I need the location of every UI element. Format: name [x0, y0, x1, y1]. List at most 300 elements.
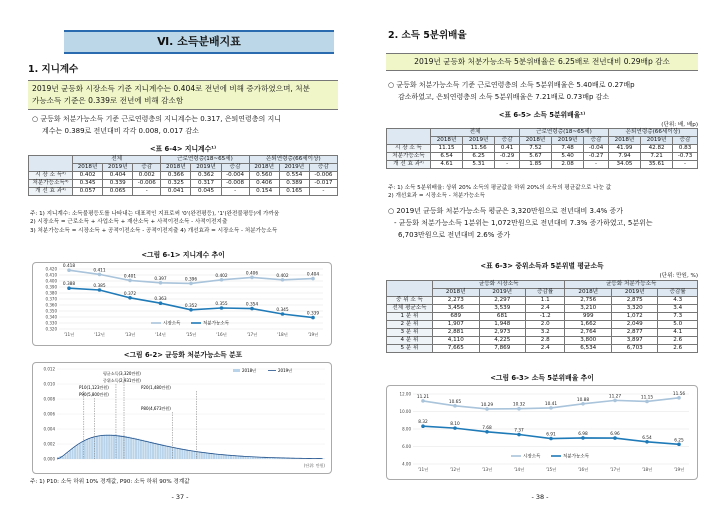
table-cell: 0.065	[103, 187, 133, 195]
gini-summary-box	[28, 80, 338, 110]
x-tick-label: '15년	[185, 332, 197, 337]
x-axis-unit: (단위: 만원)	[303, 463, 325, 468]
table-cell: 2,049	[611, 320, 658, 328]
y-tick-label: 0.000	[43, 456, 55, 462]
chart-6-2-caption: <그림 6-2> 균등화 처분가능소득 분포	[123, 351, 243, 359]
table-cell: 1,072	[611, 312, 658, 320]
y-tick-label: 12.00	[399, 391, 411, 397]
data-label: 6.96	[610, 432, 620, 438]
histogram-bar	[130, 437, 132, 459]
table-cell: 7.21	[641, 152, 673, 160]
histogram-bar	[142, 440, 144, 459]
para-line: ○ 2019년 균등화 처분가능소득 평균은 3,320만원으로 전년대비 3.4% 증가	[388, 207, 624, 215]
col-header: 은퇴연령층(66세이상)	[249, 156, 337, 164]
data-label: 6.98	[578, 431, 588, 437]
income-distribution-svg	[33, 363, 331, 473]
data-label: 0.385	[93, 284, 106, 289]
data-label: 8.10	[450, 422, 460, 428]
table-cell: -0.006	[309, 171, 337, 179]
table-row	[387, 144, 698, 152]
x-tick-label: '14년	[513, 467, 525, 472]
table-6-4-caption: <표 6-4> 지니계수¹⁾	[149, 145, 217, 153]
table-cell: 3,210	[565, 304, 612, 312]
histogram-bar	[157, 443, 159, 459]
annotation-label: 평균소득(3,320만원)	[103, 371, 141, 376]
row-label: 4 분 위	[387, 336, 433, 344]
table-cell: 3,897	[611, 336, 658, 344]
table-cell: 0.560	[249, 171, 279, 179]
y-tick-label: 0.004	[43, 426, 55, 432]
quintile-paragraph	[388, 80, 698, 104]
table-cell: 1,948	[479, 320, 526, 328]
histogram-bar	[159, 444, 161, 459]
table-cell: -1.2	[526, 312, 565, 320]
sub-header: 2018년	[73, 163, 103, 171]
histogram-bar	[62, 457, 64, 459]
table-cell: 2,764	[565, 328, 612, 336]
x-tick-label: '18년	[277, 332, 288, 337]
y-tick-label: 0.002	[43, 441, 55, 447]
data-label: 11.27	[608, 394, 622, 400]
sub-header: 2018년	[161, 163, 191, 171]
table-cell: 0.045	[191, 187, 221, 195]
table-cell: -	[495, 160, 520, 168]
annotation-label: P90(5,800만원)	[79, 392, 109, 397]
histogram-bar	[172, 447, 174, 459]
sub-header: 2019년	[279, 163, 309, 171]
sub-header: 증감	[584, 136, 609, 144]
table-cell: -0.04	[584, 144, 609, 152]
table-row	[387, 328, 698, 336]
table-cell: 34.05	[608, 160, 640, 168]
y-tick-label: 0.360	[45, 302, 57, 308]
y-tick-label: 0.320	[45, 326, 57, 332]
table-cell: 4,110	[433, 336, 480, 344]
sub-header: 2018년	[431, 136, 463, 144]
sub-header: 2019년	[191, 163, 221, 171]
page-number-right: - 38 -	[531, 493, 549, 501]
note-line: 3) 처분가능소득 = 시장소득 + 공적이전소득 - 공적이전지출 4) 개선효과 = 시장소득 - 처분가능소득	[30, 227, 278, 234]
sub-header: 2019년	[611, 288, 658, 296]
data-label: 0.397	[154, 276, 167, 282]
data-label: 10.32	[512, 402, 526, 408]
note-line: 2) 시장소득 = 근로소득 + 사업소득 + 재산소득 + 사적이전소득 - 사적이전지출	[30, 219, 228, 226]
annotation-label: P10(1,123만원)	[79, 385, 109, 390]
table-row	[387, 336, 698, 344]
histogram-bar	[147, 441, 149, 459]
y-tick-label: 4.00	[402, 461, 411, 467]
histogram-bar	[128, 437, 130, 459]
data-label: 11.56	[672, 391, 686, 397]
histogram-bar	[101, 435, 103, 459]
table-cell: 0.154	[249, 187, 279, 195]
table-cell: 0.404	[103, 171, 133, 179]
y-tick-label: 0.410	[45, 272, 57, 278]
data-label: 0.402	[276, 273, 289, 279]
table-6-5-caption: <표 6-5> 소득 5분위배율¹⁾	[498, 111, 586, 119]
row-label: 처분가능소득³⁾	[29, 179, 73, 187]
histogram-bar	[174, 447, 176, 459]
para-line: ○ 균등화 처분가능소득 기준 근로연령층의 소득 5분위배율은 5.40배로 0.27배p	[388, 81, 635, 89]
table-row	[29, 171, 338, 179]
y-tick-label: 0.340	[45, 314, 57, 320]
data-label: 10.41	[544, 401, 558, 407]
table-cell: 6,703	[611, 344, 658, 352]
y-tick-label: 0.390	[45, 284, 57, 290]
x-tick-label: '12년	[449, 467, 461, 472]
table-cell: -	[584, 160, 609, 168]
data-label: 0.411	[93, 268, 106, 274]
table-cell: -0.73	[673, 152, 698, 160]
table-cell: 11.56	[463, 144, 495, 152]
table-cell: 42.82	[641, 144, 673, 152]
para-line: 6,703만원으로 전년대비 2.6% 증가	[398, 230, 511, 239]
table-cell: 2.6	[658, 344, 698, 352]
sub-header: 증감	[495, 136, 520, 144]
histogram-bar	[98, 435, 100, 459]
data-label: 11.15	[640, 395, 654, 401]
histogram-bar	[81, 442, 83, 459]
table-cell: -0.29	[495, 152, 520, 160]
histogram-bar	[162, 445, 164, 459]
table-cell: 4.1	[658, 328, 698, 336]
table-cell: 0.389	[279, 179, 309, 187]
table-cell: 0.554	[279, 171, 309, 179]
histogram-bar	[89, 438, 91, 459]
x-tick-label: '19년	[673, 467, 685, 472]
histogram-bar	[106, 434, 108, 459]
right-page	[360, 0, 720, 508]
y-tick-label: 0.400	[45, 278, 57, 284]
data-label: 0.372	[123, 291, 137, 297]
histogram-bar	[152, 442, 154, 459]
y-tick-label: 8.00	[402, 426, 411, 432]
histogram-bar	[213, 454, 215, 459]
table-cell: 3.4	[658, 304, 698, 312]
section-title-gini: 1. 지니계수	[28, 64, 79, 75]
chart-6-1-caption: <그림 6-1> 지니계수 추이	[141, 251, 225, 259]
annotation-label: P20(1,480만원)	[141, 385, 171, 390]
para-line: 계수는 0.389로 전년대비 각각 0.008, 0.017 감소	[42, 126, 199, 135]
table-cell: 5.67	[519, 152, 551, 160]
table-cell: 4.61	[431, 160, 463, 168]
table-cell: -	[673, 160, 698, 168]
sub-header: 증감	[673, 136, 698, 144]
row-label: 1 분 위	[387, 312, 433, 320]
histogram-bar	[208, 453, 210, 459]
table-row	[387, 160, 698, 168]
table-cell: -	[309, 187, 337, 195]
table-cell: 1,662	[565, 320, 612, 328]
quintile-trend-chart	[386, 385, 698, 480]
table-cell: 2.0	[526, 320, 565, 328]
para-line: 감소하였고, 은퇴연령층의 소득 5분위배율은 7.21배로 0.73배p 감소	[398, 92, 610, 101]
table-cell: 7.94	[608, 152, 640, 160]
x-tick-label: '17년	[609, 467, 621, 472]
table-row	[387, 312, 698, 320]
data-label: 0.345	[276, 308, 289, 313]
table-cell: 7,869	[479, 344, 526, 352]
annotation-label: 중위소득(2,931만원)	[103, 378, 141, 383]
y-tick-label: 0.008	[43, 396, 55, 402]
legend-disposable: 처분가능소득	[563, 454, 590, 460]
data-label: 0.406	[245, 271, 259, 277]
histogram-bar	[164, 445, 166, 459]
table-6-3-unit: (단위: 만원, %)	[659, 273, 698, 279]
table-row	[387, 304, 698, 312]
table-row	[387, 296, 698, 304]
data-label: 0.404	[306, 272, 320, 278]
data-label: 0.388	[62, 282, 76, 288]
sub-header: 2018년	[608, 136, 640, 144]
x-tick-label: '15년	[545, 467, 557, 472]
sub-header: 2019년	[103, 163, 133, 171]
sub-header: 2019년	[463, 136, 495, 144]
table-cell: 0.41	[495, 144, 520, 152]
table-cell: 7.52	[519, 144, 551, 152]
table-cell: 5.40	[552, 152, 584, 160]
table-cell: 3.2	[526, 328, 565, 336]
sub-header: 2019년	[641, 136, 673, 144]
data-label: 11.21	[416, 394, 430, 400]
data-label: 7.68	[482, 425, 492, 431]
histogram-bar	[108, 434, 110, 459]
row-label: 처분가능소득	[387, 152, 431, 160]
col-header: 전체	[431, 129, 520, 137]
summary-line-2: 가능소득 기준은 0.339로 전년에 비해 감소함	[32, 95, 184, 105]
table-cell: -0.27	[584, 152, 609, 160]
table-cell: 2.6	[658, 336, 698, 344]
x-tick-label: '13년	[124, 332, 136, 337]
col-header: 근로연령층(18~65세)	[519, 129, 608, 137]
table-row	[387, 320, 698, 328]
y-tick-label: 0.350	[45, 308, 57, 314]
row-label: 5 분 위	[387, 344, 433, 352]
data-label: 10.29	[480, 402, 494, 408]
sub-header: 2018년	[565, 288, 612, 296]
table-cell: 689	[433, 312, 480, 320]
section-title-quintile: 2. 소득 5분위배율	[388, 30, 467, 41]
histogram-bar	[145, 440, 147, 459]
histogram-bar	[140, 439, 142, 459]
data-label: 0.396	[184, 277, 198, 283]
histogram-bar	[96, 436, 98, 459]
histogram-bar	[86, 439, 88, 459]
table-row	[387, 152, 698, 160]
data-label: 7.37	[514, 428, 524, 434]
table-cell: 6,534	[565, 344, 612, 352]
histogram-bar	[64, 455, 66, 459]
table-cell: 2.8	[526, 336, 565, 344]
y-tick-label: 0.380	[45, 290, 57, 296]
x-tick-label: '12년	[94, 332, 105, 337]
table-cell: 41.99	[608, 144, 640, 152]
x-tick-label: '16년	[577, 467, 589, 472]
sub-header: 2018년	[433, 288, 480, 296]
table-cell: 681	[479, 312, 526, 320]
note-line: 2) 개선효과 = 시장소득 - 처분가능소득	[388, 193, 485, 200]
histogram-bar	[74, 447, 76, 459]
col-header: 전체	[73, 156, 161, 164]
histogram-bar	[167, 446, 169, 459]
data-label: 0.363	[154, 297, 167, 303]
distribution-footnote: 주: 1) P10: 소득 하위 10% 경계값, P90: 소득 하위 90% 경계값	[30, 479, 190, 485]
chapter-banner: Ⅵ. 소득분배지표	[64, 30, 334, 54]
table-cell: 6.54	[431, 152, 463, 160]
table-cell: 2,756	[565, 296, 612, 304]
col-header: 은퇴연령층(66세이상)	[608, 129, 697, 137]
page-number-left: - 37 -	[171, 493, 189, 501]
table-cell: 2,273	[433, 296, 480, 304]
table-cell: 11.15	[431, 144, 463, 152]
histogram-bar	[69, 451, 71, 459]
row-label: 전체 평균소득	[387, 304, 433, 312]
x-tick-label: '19년	[307, 332, 319, 337]
table-cell: -0.006	[133, 179, 161, 187]
data-label: 8.32	[418, 420, 428, 426]
histogram-bar	[137, 439, 139, 459]
para-line: - 균등화 처분가능소득 1분위는 1,072만원으로 전년대비 7.3% 증가하였고, 5분위는	[394, 218, 653, 227]
sub-header: 증감	[133, 163, 161, 171]
sub-header: 증감률	[526, 288, 565, 296]
table-row	[387, 344, 698, 352]
quintile-income-table	[386, 280, 698, 353]
table-cell: 2,875	[611, 296, 658, 304]
table-cell: 3,539	[479, 304, 526, 312]
y-tick-label: 0.330	[45, 320, 57, 326]
income-distribution-chart	[32, 362, 332, 474]
table-cell: 7,665	[433, 344, 480, 352]
row-label: 시 장 소 득	[387, 144, 431, 152]
table-cell: -0.008	[221, 179, 249, 187]
histogram-bar	[193, 451, 195, 459]
table-cell: 2.4	[526, 304, 565, 312]
sub-header: 2019년	[479, 288, 526, 296]
data-label: 0.402	[215, 273, 228, 279]
table-cell: 35.61	[641, 160, 673, 168]
table-cell: 3,456	[433, 304, 480, 312]
table-6-3-caption: <표 6-3> 중위소득과 5분위별 평균소득	[480, 262, 604, 270]
histogram-bar	[84, 440, 86, 459]
x-tick-label: '11년	[63, 332, 75, 337]
table-cell: 0.165	[279, 187, 309, 195]
data-label: 0.352	[184, 303, 198, 309]
table-cell: 7.48	[552, 144, 584, 152]
income-paragraph	[388, 206, 700, 242]
histogram-bar	[198, 452, 200, 459]
note-line: 주: 1) 소득 5분위배율: 상위 20% 소득의 평균값을 하위 20%의 소득의 평균값으로 나눈 값	[388, 185, 612, 191]
y-tick-label: 0.010	[43, 381, 55, 387]
histogram-bar	[113, 435, 115, 459]
x-tick-label: '13년	[481, 467, 493, 472]
table-cell: 2,973	[479, 328, 526, 336]
histogram-bar	[103, 435, 105, 459]
table-cell: 2,881	[433, 328, 480, 336]
histogram-bar	[111, 434, 113, 459]
sub-header: 2018년	[519, 136, 551, 144]
table-cell: 0.002	[133, 171, 161, 179]
y-tick-label: 6.00	[402, 444, 411, 449]
table-cell: 0.362	[191, 171, 221, 179]
table-cell: 0.041	[161, 187, 191, 195]
histogram-bar	[120, 435, 122, 459]
histogram-bar	[181, 449, 183, 459]
histogram-bar	[76, 445, 78, 459]
table-cell: 1.1	[526, 296, 565, 304]
table-cell: -	[221, 187, 249, 195]
sub-header: 2018년	[249, 163, 279, 171]
table-cell: 2.08	[552, 160, 584, 168]
quintile-summary-box: 2019년 균등화 처분가능소득 5분위배율은 6.25배로 전년대비 0.29배p 감소	[386, 53, 698, 71]
histogram-bar	[135, 438, 137, 459]
table-cell: 1,907	[433, 320, 480, 328]
quintile-table-notes	[388, 184, 700, 201]
x-tick-label: '14년	[155, 332, 166, 337]
histogram-bar	[203, 452, 205, 459]
histogram-bar	[169, 446, 171, 459]
y-tick-label: 0.420	[45, 266, 57, 272]
table-cell: 0.325	[161, 179, 191, 187]
table-cell: 0.402	[73, 171, 103, 179]
note-line: 주: 1) 지니계수: 소득불평등도를 나타내는 대표적인 지표로써 '0'(완전평등), '1'(완전불평등)에 가까움	[30, 211, 280, 217]
histogram-bar	[218, 454, 220, 459]
gini-table-notes	[30, 210, 340, 235]
histogram-bar	[179, 448, 181, 459]
legend-market: 시장소득	[163, 321, 181, 327]
table-6-5-unit: (단위: 배, 배p)	[661, 122, 698, 128]
table-cell: 4.3	[658, 296, 698, 304]
histogram-bar	[154, 443, 156, 459]
x-tick-label: '11년	[417, 467, 429, 472]
table-cell: 5.0	[658, 320, 698, 328]
histogram-bar	[186, 450, 188, 459]
data-label: 10.88	[576, 397, 590, 403]
table-cell: 6.25	[463, 152, 495, 160]
histogram-bar	[201, 452, 203, 459]
row-label: 3 분 위	[387, 328, 433, 336]
histogram-bar	[150, 442, 152, 459]
table-cell: 4,225	[479, 336, 526, 344]
table-cell: 5.31	[463, 160, 495, 168]
table-cell: 2,297	[479, 296, 526, 304]
legend-disposable: 처분가능소득	[203, 321, 230, 327]
row-label: 개 선 효 과²⁾	[387, 160, 431, 168]
table-cell: -	[133, 187, 161, 195]
histogram-bar	[125, 436, 127, 459]
data-label: 0.418	[62, 264, 76, 270]
chart-6-3-caption: <그림 6-3> 소득 5분위배율 추이	[490, 374, 594, 382]
histogram-bar	[191, 450, 193, 459]
y-tick-label: 10.00	[399, 409, 411, 414]
legend-2019: 2019년	[278, 368, 293, 373]
table-cell: -0.004	[221, 171, 249, 179]
x-tick-label: '18년	[641, 467, 653, 472]
y-tick-label: 0.012	[43, 366, 55, 372]
table-cell: 999	[565, 312, 612, 320]
gini-table	[28, 155, 338, 196]
table-cell: 0.406	[249, 179, 279, 187]
table-cell: 3,800	[565, 336, 612, 344]
row-label: 시 장 소 득²⁾	[29, 171, 73, 179]
table-cell: 1.85	[519, 160, 551, 168]
data-label: 0.355	[215, 302, 228, 307]
gini-trend-chart	[32, 262, 332, 346]
y-tick-label: 0.370	[45, 296, 57, 302]
table-cell: 0.345	[73, 179, 103, 187]
sub-header: 증감률	[658, 288, 698, 296]
data-label: 0.354	[245, 302, 259, 308]
table-row	[29, 179, 338, 187]
